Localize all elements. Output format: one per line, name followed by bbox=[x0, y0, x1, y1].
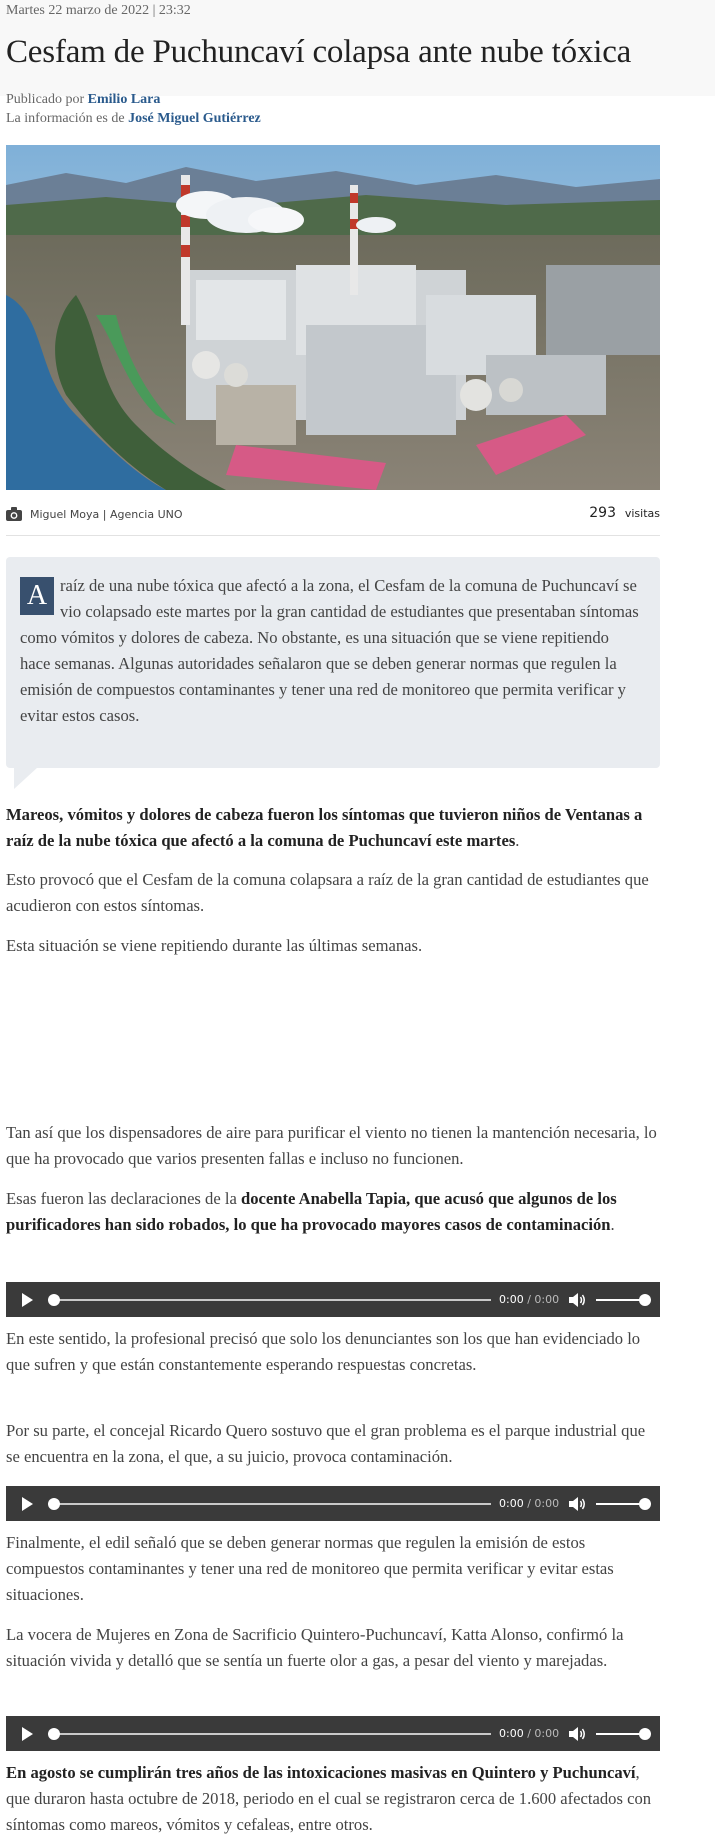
paragraph-1 bbox=[6, 802, 660, 854]
audio-time bbox=[499, 1293, 559, 1306]
volume-icon[interactable] bbox=[569, 1292, 587, 1308]
drop-cap: A bbox=[20, 577, 54, 615]
paragraph-5 bbox=[6, 1186, 660, 1238]
paragraph-1-bold: Mareos, vómitos y dolores de cabeza fueron los síntomas que tuvieron niños de Ventanas a raíz de la nube tóxica que afectó a la comuna de Puchuncaví este martes bbox=[6, 805, 643, 850]
audio-current-time: 0:00 bbox=[499, 1293, 524, 1306]
audio-progress-track[interactable] bbox=[53, 1503, 491, 1505]
byline bbox=[6, 90, 261, 128]
camera-icon bbox=[6, 507, 22, 521]
audio-duration: 0:00 bbox=[534, 1293, 560, 1306]
audio-duration: 0:00 bbox=[534, 1497, 560, 1510]
author-link[interactable]: Emilio Lara bbox=[87, 92, 161, 107]
audio-current-time: 0:00 bbox=[499, 1727, 524, 1740]
summary-box bbox=[6, 557, 660, 768]
photo-credit: Miguel Moya | Agencia UNO bbox=[30, 508, 183, 521]
audio-time-separator: / bbox=[523, 1293, 535, 1306]
article-title: Cesfam de Puchuncaví colapsa ante nube tóxica bbox=[6, 34, 632, 70]
audio-player-3[interactable] bbox=[6, 1716, 660, 1751]
volume-slider[interactable] bbox=[596, 1503, 646, 1505]
published-by-line bbox=[6, 90, 261, 109]
article-photo bbox=[6, 145, 660, 490]
article-header bbox=[0, 0, 715, 96]
audio-time bbox=[499, 1497, 559, 1510]
audio-progress-track[interactable] bbox=[53, 1733, 491, 1735]
summary-text: raíz de una nube tóxica que afectó a la zona, el Cesfam de la comuna de Puchuncaví se vio colapsado este martes por la gran cantidad de estudiantes que presentaban síntomas como vómitos y dolores de cabeza. No obstante, es una situación que se viene repitiendo hace semanas. Algunas autoridades señalaron que se deben generar normas que regulen la emisión de compuestos contaminantes y tener una red de monitoreo que permita verificar y evitar estos casos. bbox=[20, 576, 639, 725]
paragraph-1-end: . bbox=[515, 831, 520, 850]
industrial-plant-photo bbox=[6, 145, 660, 490]
audio-progress-track[interactable] bbox=[53, 1299, 491, 1301]
play-icon[interactable] bbox=[22, 1497, 33, 1511]
audio-player-1[interactable] bbox=[6, 1282, 660, 1317]
audio-current-time: 0:00 bbox=[499, 1497, 524, 1510]
paragraph-6: En este sentido, la profesional precisó que solo los denunciantes son los que han evidenciado lo que sufren y que están constantemente esperando respuestas concretas. bbox=[6, 1329, 641, 1374]
volume-handle[interactable] bbox=[639, 1728, 651, 1740]
paragraph-5-start: Esas fueron las declaraciones de la bbox=[6, 1189, 241, 1208]
paragraph-3: Esta situación se viene repitiendo durante las últimas semanas. bbox=[6, 936, 423, 955]
source-link[interactable]: José Miguel Gutiérrez bbox=[128, 111, 261, 126]
volume-slider[interactable] bbox=[596, 1299, 646, 1301]
audio-time-separator: / bbox=[523, 1497, 535, 1510]
paragraph-9: La vocera de Mujeres en Zona de Sacrificio Quintero-Puchuncaví, Katta Alonso, confirmó la situación vivida y detalló que se sentía un fuerte olor a gas, a pesar del viento y marejadas. bbox=[6, 1625, 624, 1670]
visits-label: visitas bbox=[624, 507, 660, 520]
paragraph-10 bbox=[6, 1760, 660, 1838]
audio-time bbox=[499, 1727, 559, 1740]
volume-icon[interactable] bbox=[569, 1496, 587, 1512]
information-source-line bbox=[6, 109, 261, 128]
play-icon[interactable] bbox=[22, 1293, 33, 1307]
paragraph-5-bold: docente Anabella Tapia, que acusó que algunos de los purificadores han sido robados, lo que ha provocado mayores casos de contaminación bbox=[6, 1189, 617, 1234]
photo-caption-row bbox=[6, 500, 660, 536]
audio-time-separator: / bbox=[523, 1727, 535, 1740]
info-prefix: La información es de bbox=[6, 111, 129, 126]
audio-progress-handle[interactable] bbox=[48, 1498, 60, 1510]
paragraph-2: Esto provocó que el Cesfam de la comuna colapsara a raíz de la gran cantidad de estudiantes que acudieron con estos síntomas. bbox=[6, 870, 649, 915]
paragraph-8: Finalmente, el edil señaló que se deben generar normas que regulen la emisión de estos compuestos contaminantes y tener una red de monitoreo que permita verificar y evitar estas situaciones. bbox=[6, 1533, 614, 1604]
volume-slider[interactable] bbox=[596, 1733, 646, 1735]
audio-player-2[interactable] bbox=[6, 1486, 660, 1521]
paragraph-7: Por su parte, el concejal Ricardo Quero sostuvo que el gran problema es el parque industrial que se encuentra en la zona, el que, a su juicio, provoca contaminación. bbox=[6, 1421, 646, 1466]
paragraph-10-end: , que duraron hasta octubre de 2018, periodo en el cual se registraron cerca de 1.600 afectados con síntomas como mareos, vómitos y cefaleas, entre otros. bbox=[6, 1763, 652, 1834]
visits-count: 293 bbox=[589, 505, 616, 521]
article-date: Martes 22 marzo de 2022 | 23:32 bbox=[6, 3, 191, 18]
audio-duration: 0:00 bbox=[534, 1727, 560, 1740]
volume-handle[interactable] bbox=[639, 1294, 651, 1306]
paragraph-10-bold: En agosto se cumplirán tres años de las intoxicaciones masivas en Quintero y Puchuncaví bbox=[6, 1763, 636, 1782]
summary-box-tail bbox=[14, 767, 38, 789]
play-icon[interactable] bbox=[22, 1727, 33, 1741]
volume-icon[interactable] bbox=[569, 1726, 587, 1742]
audio-progress-handle[interactable] bbox=[48, 1728, 60, 1740]
audio-progress-handle[interactable] bbox=[48, 1294, 60, 1306]
paragraph-5-end: . bbox=[610, 1215, 615, 1234]
published-prefix: Publicado por bbox=[6, 92, 88, 107]
volume-handle[interactable] bbox=[639, 1498, 651, 1510]
paragraph-4: Tan así que los dispensadores de aire para purificar el viento no tienen la mantención necesaria, lo que ha provocado que varios presenten fallas e incluso no funcionen. bbox=[6, 1123, 657, 1168]
